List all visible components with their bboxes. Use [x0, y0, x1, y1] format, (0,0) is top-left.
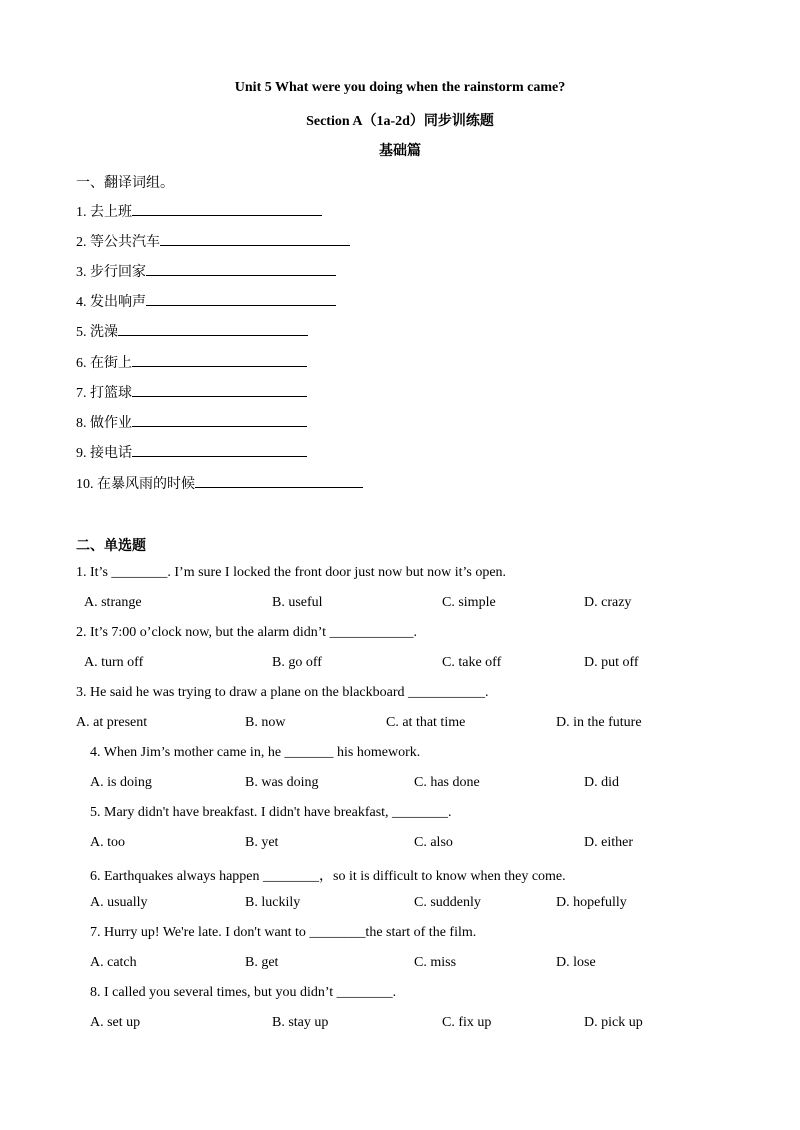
option-c[interactable]: C. also [414, 835, 453, 850]
option-d[interactable]: D. hopefully [556, 895, 627, 910]
answer-blank[interactable] [146, 261, 336, 276]
translation-item [76, 321, 308, 341]
option-b[interactable]: B. useful [272, 595, 323, 610]
section-title: Section A（1a-2d）同步训练题 [306, 114, 494, 129]
option-b[interactable]: B. now [245, 715, 286, 730]
answer-blank[interactable] [132, 412, 307, 427]
option-d[interactable]: D. either [584, 835, 633, 850]
option-a[interactable]: A. is doing [90, 775, 152, 790]
option-d[interactable]: D. did [584, 775, 619, 790]
translation-item [76, 201, 322, 221]
option-a[interactable]: A. usually [90, 895, 148, 910]
translation-item [76, 231, 350, 251]
question-text: 5. Mary didn't have breakfast. I didn't have breakfast, ________. [90, 805, 452, 820]
translation-item [76, 261, 336, 281]
option-b[interactable]: B. was doing [245, 775, 319, 790]
part1-heading: 一、翻译词组。 [76, 176, 174, 191]
answer-blank[interactable] [118, 321, 308, 336]
translation-item-label: 6. 在街上 [76, 356, 132, 371]
option-b[interactable]: B. stay up [272, 1015, 329, 1030]
option-b[interactable]: B. get [245, 955, 279, 970]
question-text: 1. It’s ________. I’m sure I locked the front door just now but now it’s open. [76, 565, 507, 580]
translation-item-label: 5. 洗澡 [76, 325, 118, 340]
translation-item-label: 3. 步行回家 [76, 265, 146, 280]
answer-blank[interactable] [195, 473, 363, 488]
option-b[interactable]: B. go off [272, 655, 322, 670]
question-text: 8. I called you several times, but you didn’t ________. [90, 985, 397, 1000]
question-text: 3. He said he was trying to draw a plane on the blackboard ___________. [76, 685, 489, 700]
question-text: 2. It’s 7:00 o’clock now, but the alarm didn’t ____________. [76, 625, 418, 640]
answer-blank[interactable] [132, 201, 322, 216]
option-a[interactable]: A. turn off [84, 655, 144, 670]
translation-item-label: 7. 打篮球 [76, 386, 132, 401]
question-text: 6. Earthquakes always happen ________，so it is difficult to know when they come. [90, 869, 566, 884]
option-c[interactable]: C. take off [442, 655, 502, 670]
option-d[interactable]: D. pick up [584, 1015, 643, 1030]
level-title: 基础篇 [379, 144, 421, 159]
unit-title: Unit 5 What were you doing when the rainstorm came? [234, 80, 566, 95]
option-c[interactable]: C. has done [414, 775, 480, 790]
answer-blank[interactable] [160, 231, 350, 246]
option-b[interactable]: B. yet [245, 835, 279, 850]
translation-item [76, 473, 363, 493]
translation-item-label: 2. 等公共汽车 [76, 235, 160, 250]
translation-item-label: 9. 接电话 [76, 446, 132, 461]
question-text: 4. When Jim’s mother came in, he _______ his homework. [90, 745, 421, 760]
option-d[interactable]: D. put off [584, 655, 639, 670]
answer-blank[interactable] [132, 382, 307, 397]
option-c[interactable]: C. simple [442, 595, 496, 610]
answer-blank[interactable] [132, 352, 307, 367]
option-b[interactable]: B. luckily [245, 895, 301, 910]
translation-item [76, 352, 307, 372]
option-c[interactable]: C. fix up [442, 1015, 492, 1030]
option-d[interactable]: D. lose [556, 955, 596, 970]
option-c[interactable]: C. at that time [386, 715, 466, 730]
translation-item-label: 1. 去上班 [76, 205, 132, 220]
part2-heading: 二、单选题 [76, 539, 146, 554]
translation-item-label: 8. 做作业 [76, 416, 132, 431]
translation-item-label: 10. 在暴风雨的时候 [76, 477, 195, 492]
answer-blank[interactable] [132, 442, 307, 457]
translation-item [76, 291, 336, 311]
option-c[interactable]: C. miss [414, 955, 457, 970]
option-a[interactable]: A. too [90, 835, 125, 850]
option-a[interactable]: A. set up [90, 1015, 141, 1030]
option-a[interactable]: A. at present [76, 715, 148, 730]
translation-item [76, 442, 307, 462]
translation-item-label: 4. 发出响声 [76, 295, 146, 310]
translation-item [76, 382, 307, 402]
option-a[interactable]: A. catch [90, 955, 137, 970]
option-a[interactable]: A. strange [84, 595, 142, 610]
option-d[interactable]: D. crazy [584, 595, 632, 610]
question-text: 7. Hurry up! We're late. I don't want to ________the start of the film. [90, 925, 477, 940]
answer-blank[interactable] [146, 291, 336, 306]
translation-item [76, 412, 307, 432]
option-d[interactable]: D. in the future [556, 715, 642, 730]
option-c[interactable]: C. suddenly [414, 895, 481, 910]
